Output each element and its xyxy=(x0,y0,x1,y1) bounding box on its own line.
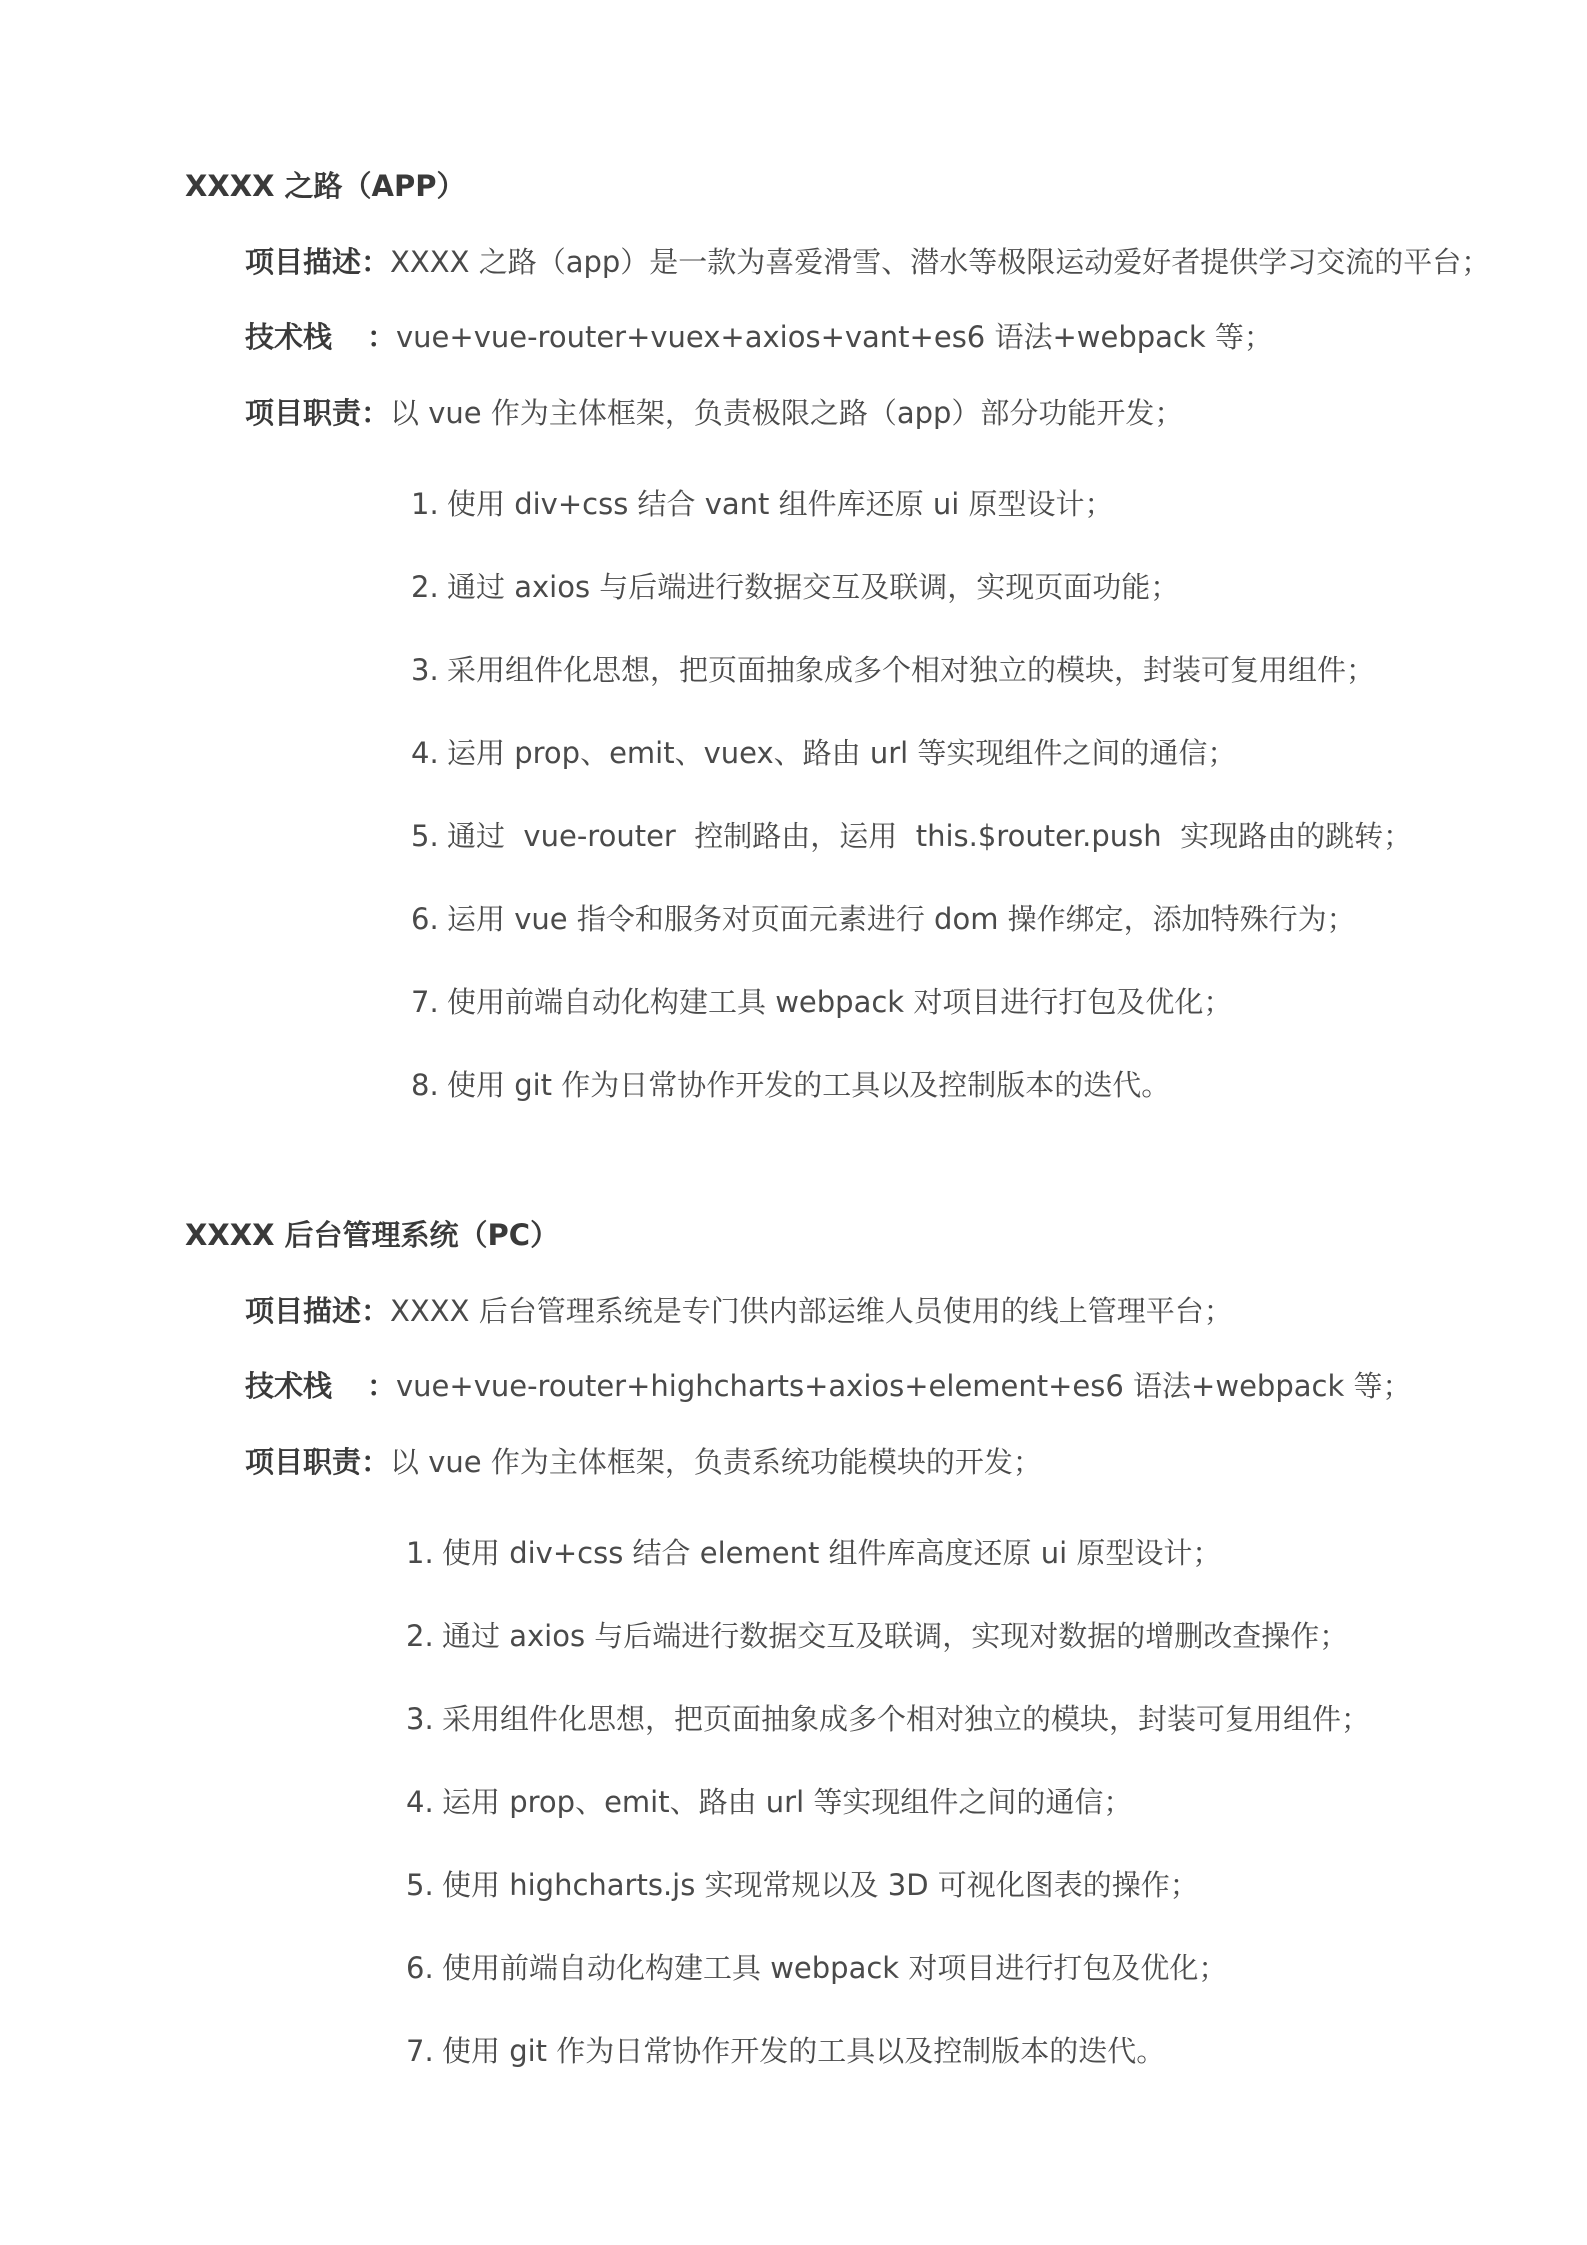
list-item xyxy=(406,1535,1221,1571)
list-item xyxy=(406,2033,1165,2069)
list-item-number: 5. xyxy=(411,819,439,853)
list-item-text: 运用 prop、emit、路由 url 等实现组件之间的通信； xyxy=(442,1785,1133,1819)
list-item xyxy=(411,984,1232,1020)
description-label: 项目描述： xyxy=(245,245,391,279)
project-title: XXXX 之路（APP） xyxy=(185,169,466,203)
responsibility-value: 以 vue 作为主体框架，负责系统功能模块的开发； xyxy=(390,1445,1042,1479)
project-title: XXXX 后台管理系统（PC） xyxy=(185,1218,560,1252)
list-item-text: 运用 prop、emit、vuex、路由 url 等实现组件之间的通信； xyxy=(447,736,1237,770)
tech-stack-label: 技术栈 xyxy=(245,1369,333,1403)
list-item-number: 1. xyxy=(406,1536,434,1570)
project-description xyxy=(245,1293,1233,1329)
tech-stack xyxy=(245,1368,1411,1404)
list-item-number: 1. xyxy=(411,487,439,521)
list-item-number: 4. xyxy=(406,1785,434,1819)
list-item xyxy=(406,1950,1227,1986)
tech-stack-label: 技术栈 xyxy=(245,320,333,354)
list-item-text: 使用 highcharts.js 实现常规以及 3D 可视化图表的操作； xyxy=(442,1868,1199,1902)
responsibility-value: 以 vue 作为主体框架，负责极限之路（app）部分功能开发； xyxy=(390,396,1184,430)
list-item-text: 使用前端自动化构建工具 webpack 对项目进行打包及优化； xyxy=(447,985,1233,1019)
list-item xyxy=(411,735,1236,771)
list-item xyxy=(411,901,1356,937)
tech-stack-value: vue+vue-router+vuex+axios+vant+es6 语法+webpack 等； xyxy=(396,320,1273,354)
list-item xyxy=(406,1784,1132,1820)
tech-stack xyxy=(245,319,1273,355)
list-item-number: 2. xyxy=(411,570,439,604)
list-item-text: 通过 axios 与后端进行数据交互及联调，实现对数据的增删改查操作； xyxy=(442,1619,1349,1653)
list-item-number: 6. xyxy=(411,902,439,936)
list-item-number: 7. xyxy=(406,2034,434,2068)
list-item-number: 5. xyxy=(406,1868,434,1902)
list-item xyxy=(406,1618,1348,1654)
list-item-text: 采用组件化思想，把页面抽象成多个相对独立的模块，封装可复用组件； xyxy=(442,1702,1371,1736)
tech-stack-colon: ： xyxy=(367,1369,397,1403)
list-item-text: 运用 vue 指令和服务对页面元素进行 dom 操作绑定，添加特殊行为； xyxy=(447,902,1356,936)
list-item-number: 7. xyxy=(411,985,439,1019)
list-item xyxy=(406,1701,1370,1737)
project-description xyxy=(245,244,1490,280)
list-item-text: 使用 git 作为日常协作开发的工具以及控制版本的迭代。 xyxy=(442,2034,1166,2068)
list-item-text: 采用组件化思想，把页面抽象成多个相对独立的模块，封装可复用组件； xyxy=(447,653,1376,687)
description-value: XXXX 之路（app）是一款为喜爱滑雪、潜水等极限运动爱好者提供学习交流的平台； xyxy=(390,245,1491,279)
list-item-number: 3. xyxy=(411,653,439,687)
responsibility-label: 项目职责： xyxy=(245,396,391,430)
list-item-text: 使用前端自动化构建工具 webpack 对项目进行打包及优化； xyxy=(442,1951,1228,1985)
list-item xyxy=(411,652,1375,688)
list-item-text: 通过 axios 与后端进行数据交互及联调，实现页面功能； xyxy=(447,570,1180,604)
list-item xyxy=(411,486,1114,522)
list-item xyxy=(411,1067,1170,1103)
description-label: 项目描述： xyxy=(245,1294,391,1328)
list-item xyxy=(406,1867,1199,1903)
tech-stack-value: vue+vue-router+highcharts+axios+element+es6 语法+webpack 等； xyxy=(396,1369,1412,1403)
list-item-number: 2. xyxy=(406,1619,434,1653)
list-item-text: 通过 vue-router 控制路由，运用 this.$router.push 实现路由的跳转； xyxy=(447,819,1413,853)
project-responsibility xyxy=(245,395,1183,431)
list-item-text: 使用 div+css 结合 vant 组件库还原 ui 原型设计； xyxy=(447,487,1114,521)
list-item xyxy=(411,569,1179,605)
list-item-text: 使用 git 作为日常协作开发的工具以及控制版本的迭代。 xyxy=(447,1068,1171,1102)
list-item-text: 使用 div+css 结合 element 组件库高度还原 ui 原型设计； xyxy=(442,1536,1222,1570)
description-value: XXXX 后台管理系统是专门供内部运维人员使用的线上管理平台； xyxy=(390,1294,1233,1328)
list-item-number: 6. xyxy=(406,1951,434,1985)
list-item-number: 4. xyxy=(411,736,439,770)
tech-stack-colon: ： xyxy=(367,320,397,354)
list-item-number: 3. xyxy=(406,1702,434,1736)
responsibility-label: 项目职责： xyxy=(245,1445,391,1479)
list-item xyxy=(411,818,1412,854)
project-responsibility xyxy=(245,1444,1042,1480)
list-item-number: 8. xyxy=(411,1068,439,1102)
